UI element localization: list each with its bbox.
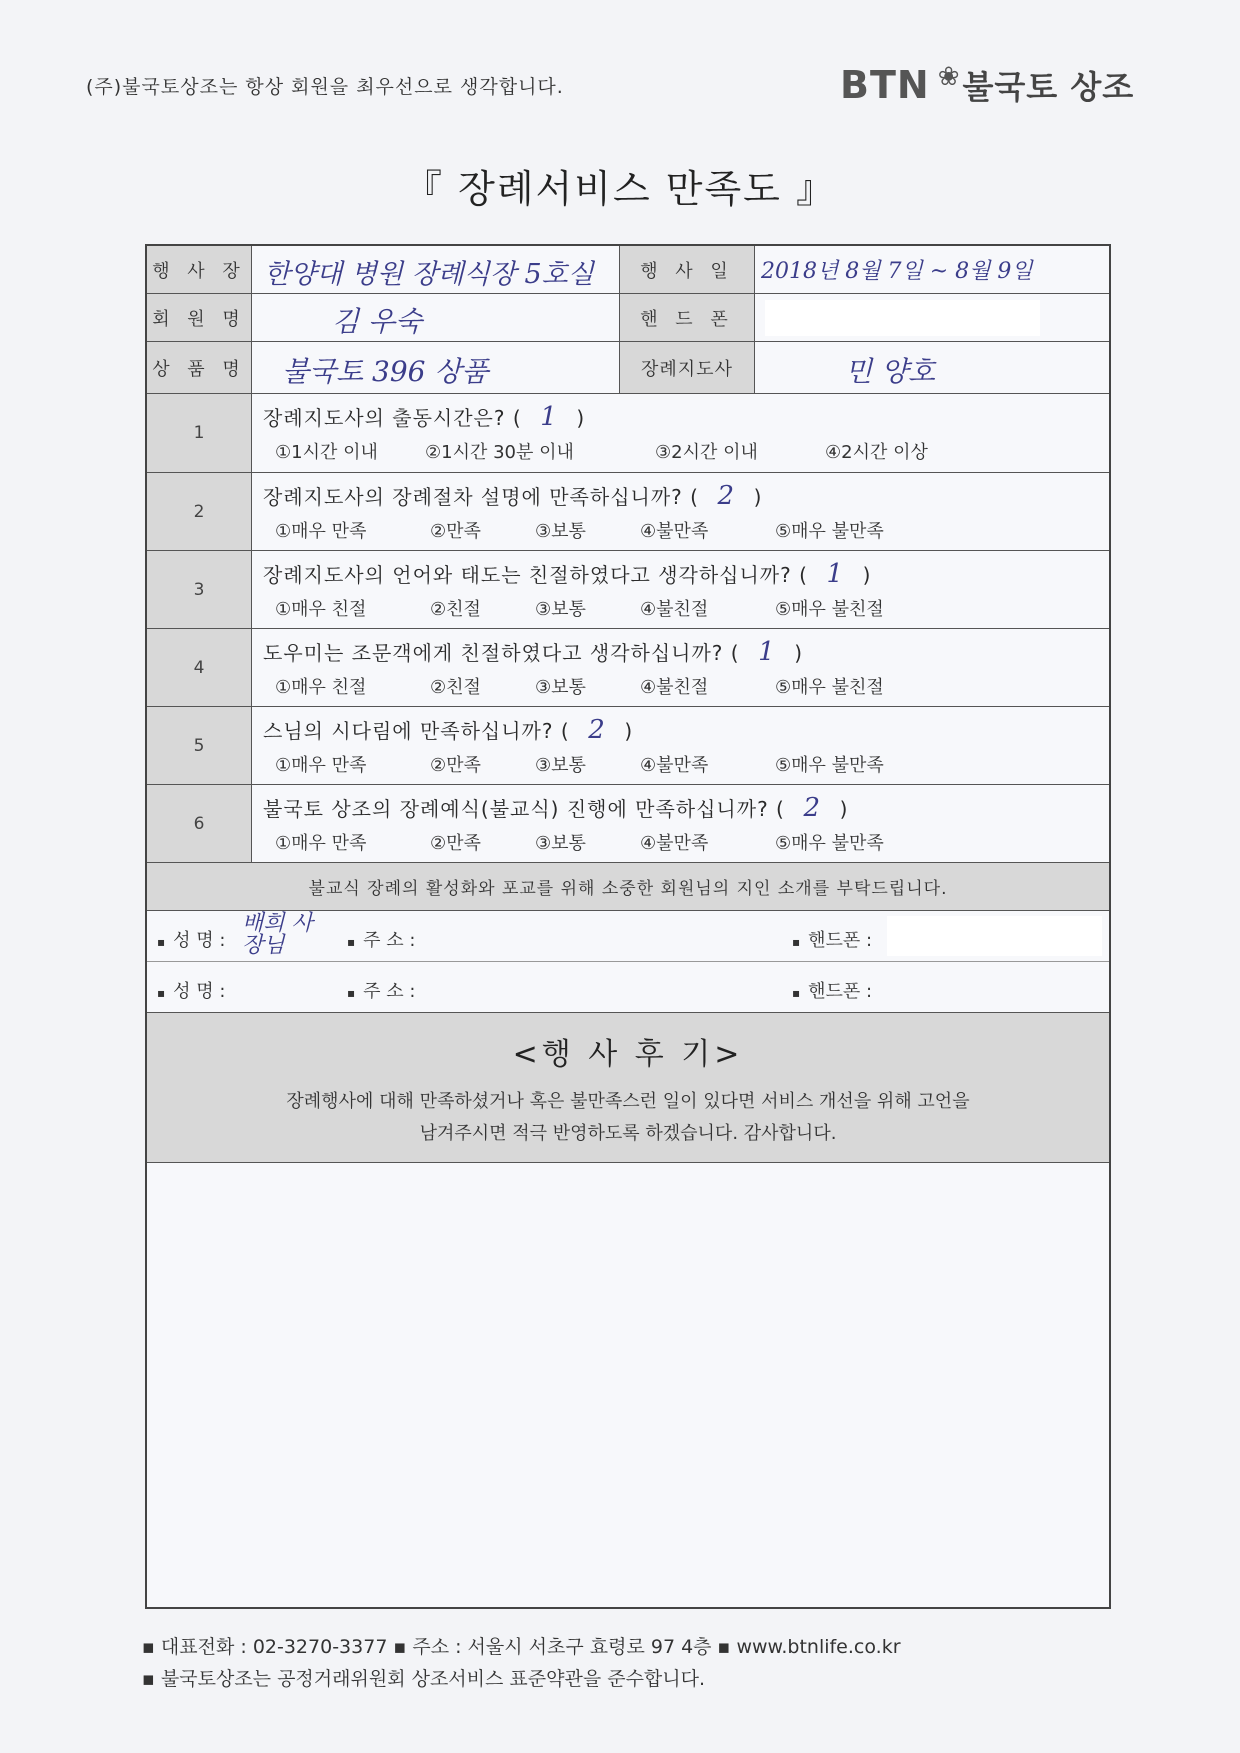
option-5[interactable]: ⑤매우 불만족	[775, 521, 884, 542]
question-options	[275, 595, 884, 621]
director-value[interactable]: 민 양호	[845, 355, 936, 388]
question-answer[interactable]: 1	[758, 637, 776, 667]
question-answer[interactable]: 2	[803, 793, 821, 823]
referral-name-value[interactable]: 배희 사장님	[242, 911, 313, 958]
venue-value[interactable]: 한양대 병원 장례식장 5호실	[252, 246, 620, 293]
option-2[interactable]: ②친절	[430, 599, 481, 620]
question-number: 6	[147, 785, 252, 862]
question-row	[147, 629, 1109, 707]
question-prompt: 장례지도사의 언어와 태도는 친절하였다고 생각하십니까? (	[263, 563, 808, 587]
question-prompt: 장례지도사의 출동시간은? (	[263, 406, 522, 430]
question-close: )	[862, 563, 872, 587]
question-close: )	[794, 641, 804, 665]
question-answer[interactable]: 2	[588, 715, 606, 745]
question-options	[275, 751, 884, 777]
option-2[interactable]: ②만족	[430, 521, 481, 542]
info-row-member	[147, 294, 1109, 342]
product-value[interactable]: 불국토 396 상품	[252, 342, 620, 393]
page-title: 『 장례서비스 만족도 』	[404, 167, 836, 211]
question-options	[275, 438, 928, 464]
phone-value-redacted	[765, 300, 1040, 336]
referral-phone-label: ▪ 핸드폰 :	[792, 981, 873, 1002]
question-prompt: 도우미는 조문객에게 친절하였다고 생각하십니까? (	[263, 641, 740, 665]
review-header	[147, 1013, 1109, 1163]
option-1[interactable]: ①매우 친절	[275, 677, 367, 698]
info-row-product	[147, 342, 1109, 394]
review-instruction-2: 남겨주시면 적극 반영하도록 하겠습니다. 감사합니다.	[419, 1123, 837, 1144]
question-number: 3	[147, 551, 252, 628]
question-options	[275, 517, 884, 543]
question-text	[263, 559, 871, 589]
question-answer[interactable]: 2	[717, 481, 736, 511]
review-instruction-1: 장례행사에 대해 만족하셨거나 혹은 불만족스런 일이 있다면 서비스 개선을 위해 고언을	[286, 1091, 970, 1112]
option-1[interactable]: ①매우 만족	[275, 755, 367, 776]
question-answer[interactable]: 1	[540, 402, 558, 432]
phone-value-cell[interactable]	[755, 294, 1109, 341]
referral-phone-label: ▪ 핸드폰 :	[792, 930, 873, 951]
option-1[interactable]: ①매우 친절	[275, 599, 367, 620]
question-options	[275, 829, 884, 855]
question-row	[147, 473, 1109, 551]
director-label: 장례지도사	[620, 342, 755, 393]
option-4[interactable]: ④불만족	[640, 755, 709, 776]
address-label-text: 주 소 :	[363, 981, 416, 1002]
referral-notice-text: 불교식 장례의 활성화와 포교를 위해 소중한 회원님의 지인 소개를 부탁드립니다.	[308, 879, 948, 899]
flower-icon: ❀	[937, 62, 961, 92]
question-text	[263, 402, 585, 432]
option-1[interactable]: ①매우 만족	[275, 833, 367, 854]
option-4[interactable]: ④불친절	[640, 677, 709, 698]
question-number: 4	[147, 629, 252, 706]
phone-label-text: 핸드폰 :	[808, 981, 873, 1002]
question-number: 1	[147, 394, 252, 472]
question-text	[263, 715, 633, 745]
date-label: 행 사 일	[620, 246, 755, 293]
option-2[interactable]: ②만족	[430, 833, 481, 854]
member-value[interactable]: 김 우숙	[252, 294, 620, 341]
option-5[interactable]: ⑤매우 불만족	[775, 833, 884, 854]
product-label: 상 품 명	[147, 342, 252, 393]
question-answer[interactable]: 1	[826, 559, 845, 589]
referral-notice	[147, 863, 1109, 911]
question-close: )	[624, 719, 634, 743]
company-tagline: (주)불국토상조는 항상 회원을 최우선으로 생각합니다.	[86, 76, 564, 98]
referral-address-label: ▪ 주 소 :	[347, 930, 416, 951]
address-label-text: 주 소 :	[363, 930, 416, 951]
option-5[interactable]: ⑤매우 불친절	[775, 599, 884, 620]
question-close: )	[753, 485, 763, 509]
question-text	[263, 637, 803, 667]
question-number: 5	[147, 707, 252, 784]
question-row	[147, 394, 1109, 473]
option-4[interactable]: ④불만족	[640, 833, 709, 854]
referral-phone-redacted[interactable]	[887, 916, 1102, 956]
question-row	[147, 785, 1109, 863]
date-value[interactable]: 2018년 8월 7일 ~ 8월 9일	[761, 259, 1033, 284]
referral-name-label: ▪ 성 명 :	[157, 930, 226, 951]
option-3[interactable]: ③보통	[535, 599, 586, 620]
name-label-text: 성 명 :	[173, 981, 226, 1002]
question-options	[275, 673, 884, 699]
brand-btn-text: BTN	[840, 63, 930, 107]
question-text	[263, 793, 848, 823]
footer-contact: ▪ 대표전화 : 02-3270-3377 ▪ 주소 : 서울시 서초구 효령로 97 4층 ▪ www.btnlife.co.kr	[142, 1636, 901, 1658]
option-5[interactable]: ⑤매우 불친절	[775, 677, 884, 698]
question-row	[147, 551, 1109, 629]
footer-notice: ▪ 불국토상조는 공정거래위원회 상조서비스 표준약관을 준수합니다.	[142, 1668, 706, 1690]
option-4[interactable]: ④2시간 이상	[825, 442, 928, 463]
option-4[interactable]: ④불만족	[640, 521, 709, 542]
referral-row	[147, 911, 1109, 962]
option-2[interactable]: ②친절	[430, 677, 481, 698]
name-label-text: 성 명 :	[173, 930, 226, 951]
referral-name-label: ▪ 성 명 :	[157, 981, 226, 1002]
option-2[interactable]: ②1시간 30분 이내	[425, 442, 574, 463]
brand-logo	[840, 62, 1134, 108]
venue-label: 행 사 장	[147, 246, 252, 293]
option-3[interactable]: ③보통	[535, 833, 586, 854]
survey-form	[145, 244, 1111, 1609]
option-1[interactable]: ①매우 만족	[275, 521, 367, 542]
option-5[interactable]: ⑤매우 불만족	[775, 755, 884, 776]
question-close: )	[839, 797, 849, 821]
option-2[interactable]: ②만족	[430, 755, 481, 776]
question-prompt: 장례지도사의 장례절차 설명에 만족하십니까? (	[263, 485, 699, 509]
referral-row	[147, 962, 1109, 1013]
option-3[interactable]: ③보통	[535, 521, 586, 542]
phone-label: 핸 드 폰	[620, 294, 755, 341]
phone-label-text: 핸드폰 :	[808, 930, 873, 951]
option-3[interactable]: ③2시간 이내	[655, 442, 758, 463]
question-prompt: 불국토 상조의 장례예식(불교식) 진행에 만족하십니까? (	[263, 797, 785, 821]
question-prompt: 스님의 시다림에 만족하십니까? (	[263, 719, 570, 743]
info-row-venue	[147, 246, 1109, 294]
question-close: )	[576, 406, 586, 430]
option-1[interactable]: ①1시간 이내	[275, 442, 378, 463]
option-3[interactable]: ③보통	[535, 755, 586, 776]
option-3[interactable]: ③보통	[535, 677, 586, 698]
question-number: 2	[147, 473, 252, 550]
review-textarea[interactable]	[147, 1163, 1109, 1607]
brand-name: 불국토 상조	[962, 68, 1135, 106]
question-row	[147, 707, 1109, 785]
option-4[interactable]: ④불친절	[640, 599, 709, 620]
review-title: <행 사 후 기>	[512, 1037, 744, 1072]
member-label: 회 원 명	[147, 294, 252, 341]
referral-address-label: ▪ 주 소 :	[347, 981, 416, 1002]
question-text	[263, 481, 762, 511]
